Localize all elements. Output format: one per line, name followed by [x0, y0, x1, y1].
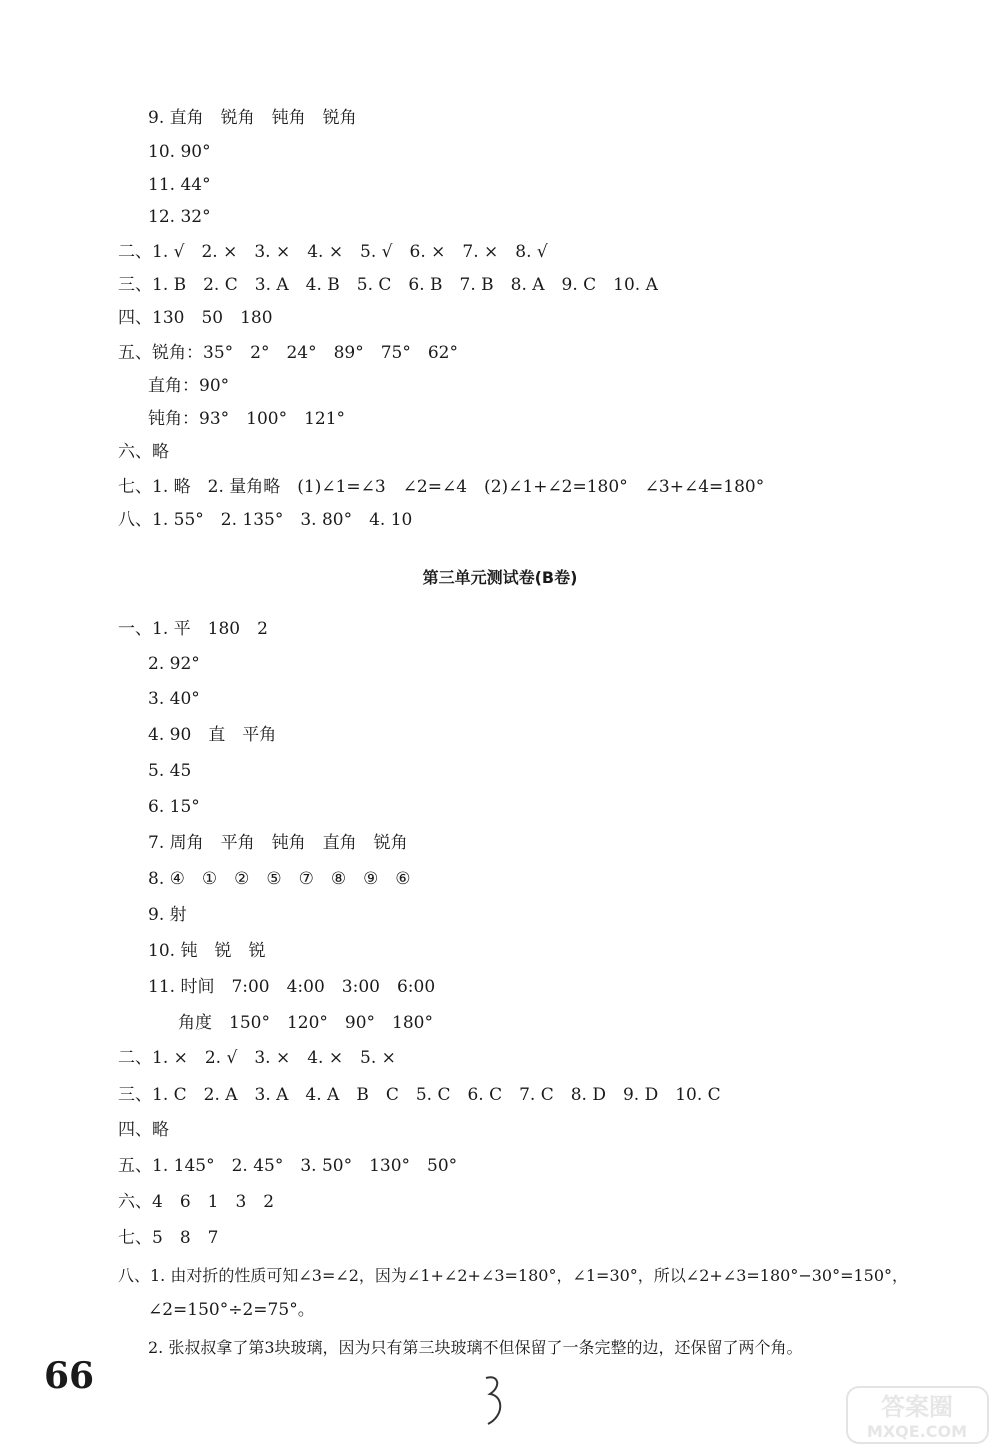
- answer-line: 10. 90°: [148, 142, 211, 162]
- svg-text:MXQE.COM: MXQE.COM: [866, 1422, 968, 1441]
- answer-line: 四、130 50 180: [118, 308, 273, 328]
- answer-line: 五、1. 145° 2. 45° 3. 50° 130° 50°: [118, 1156, 458, 1176]
- answer-line: 9. 直角 锐角 钝角 锐角: [148, 108, 357, 128]
- answer-line: 3. 40°: [148, 689, 200, 709]
- answer-line: 2. 92°: [148, 654, 200, 674]
- watermark-logo: [845, 1385, 990, 1445]
- answer-line: 钝角：93° 100° 121°: [148, 409, 346, 429]
- answer-line: 五、锐角：35° 2° 24° 89° 75° 62°: [118, 343, 458, 363]
- answer-line: 5. 45: [148, 761, 192, 781]
- answer-line: 八、1. 由对折的性质可知∠3=∠2，因为∠1+∠2+∠3=180°，∠1=30°，所以∠2+∠3=180°−30°=150°，: [118, 1266, 909, 1285]
- answer-line: 六、4 6 1 3 2: [118, 1192, 275, 1212]
- answer-line: 三、1. C 2. A 3. A 4. A B C 5. C 6. C 7. C 8. D 9. D 10. C: [118, 1085, 721, 1105]
- answer-line: 7. 周角 平角 钝角 直角 锐角: [148, 833, 408, 853]
- answer-line: 6. 15°: [148, 797, 200, 817]
- answer-line: 角度 150° 120° 90° 180°: [178, 1013, 433, 1033]
- answer-line: 二、1. √ 2. × 3. × 4. × 5. √ 6. × 7. × 8. √: [118, 242, 548, 262]
- answer-line: 2. 张叔叔拿了第3块玻璃，因为只有第三块玻璃不但保留了一条完整的边，还保留了两个角。: [148, 1338, 803, 1357]
- answer-line: 11. 44°: [148, 175, 211, 195]
- answer-line: 11. 时间 7:00 4:00 3:00 6:00: [148, 977, 436, 997]
- page-number: 66: [44, 1355, 95, 1397]
- section-title: 第三单元测试卷(B卷): [422, 568, 578, 587]
- svg-text:答案圈: 答案圈: [881, 1393, 953, 1421]
- answer-line: 七、1. 略 2. 量角略 (1)∠1=∠3 ∠2=∠4 (2)∠1+∠2=180° ∠3+∠4=180°: [118, 477, 765, 497]
- watermark-graphic: [845, 1385, 990, 1445]
- answer-line: 四、略: [118, 1120, 169, 1140]
- answer-line: 8. ④ ① ② ⑤ ⑦ ⑧ ⑨ ⑥: [148, 869, 411, 889]
- answer-line: 一、1. 平 180 2: [118, 619, 268, 639]
- handwritten-mark: [478, 1372, 508, 1442]
- answer-line: 二、1. × 2. √ 3. × 4. × 5. ×: [118, 1048, 396, 1068]
- answer-line: ∠2=150°÷2=75°。: [148, 1300, 315, 1320]
- answer-line: 八、1. 55° 2. 135° 3. 80° 4. 10: [118, 510, 413, 530]
- answer-line: 三、1. B 2. C 3. A 4. B 5. C 6. B 7. B 8. A 9. C 10. A: [118, 275, 658, 295]
- answer-line: 9. 射: [148, 905, 187, 925]
- answer-line: 10. 钝 锐 锐: [148, 941, 266, 961]
- answer-line: 七、5 8 7: [118, 1228, 219, 1248]
- answer-line: 4. 90 直 平角: [148, 725, 277, 745]
- answer-line: 直角：90°: [148, 376, 230, 396]
- answer-line: 六、略: [118, 442, 169, 462]
- answer-line: 12. 32°: [148, 207, 211, 227]
